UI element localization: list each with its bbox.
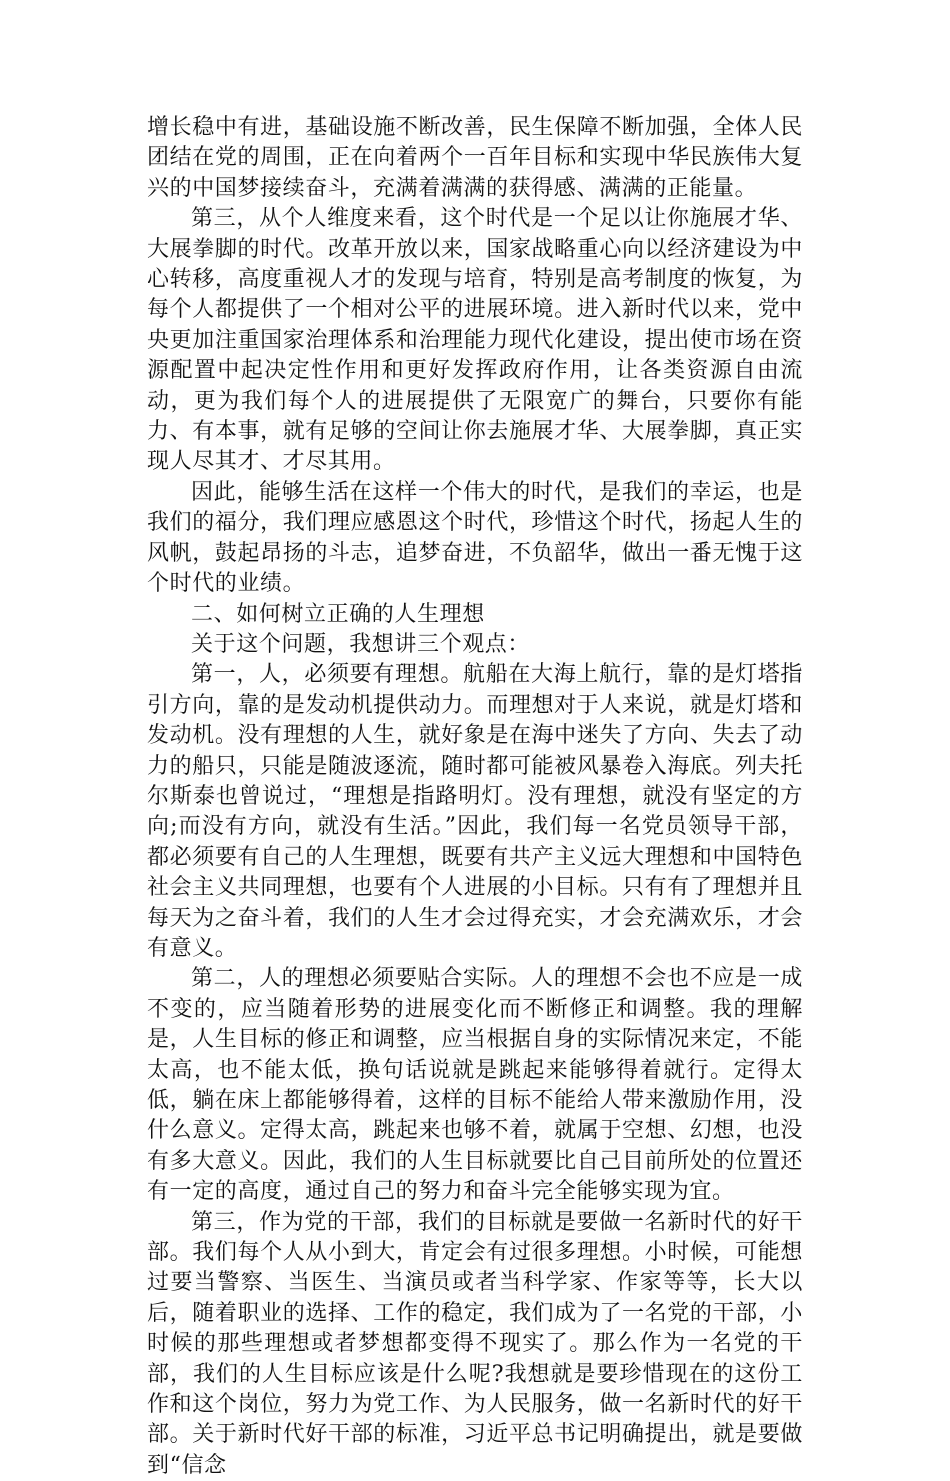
paragraph-point-one: 第一，人，必须要有理想。航船在大海上航行，靠的是灯塔指引方向，靠的是发动机提供动力。而理想对于人来说，就是灯塔和发动机。没有理想的人生，就好象是在海中迷失了方向、失去了动力的船只，只能是随波逐流，随时都可能被风暴卷入海底。列夫托尔斯泰也曾说过，“理想是指路明灯。没有理想，就没有坚定的方向;而没有方向，就没有生活。”因此，我们每一名党员领导干部，都必须要有自己的人生理想，既要有共产主义远大理想和中国特色社会主义共同理想，也要有个人进展的小目标。只有有了理想并且每天为之奋斗着，我们的人生才会过得充实，才会充满欢乐，才会有意义。 <box>147 662 803 961</box>
paragraph-conclusion: 因此，能够生活在这样一个伟大的时代，是我们的幸运，也是我们的福分，我们理应感恩这个时代，珍惜这个时代，扬起人生的风帆，鼓起昂扬的斗志，追梦奋进，不负韶华，做出一番无愧于这个时代的业绩。 <box>147 479 803 597</box>
paragraph-point-three: 第三，作为党的干部，我们的目标就是要做一名新时代的好干部。我们每个人从小到大，肯定会有过很多理想。小时候，可能想过要当警察、当医生、当演员或者当科学家、作家等等，长大以后，随着职业的选择、工作的稳定，我们成为了一名党的干部，小时候的那些理想或者梦想都变得不现实了。那么作为一名党的干部，我们的人生目标应该是什么呢?我想就是要珍惜现在的这份工作和这个岗位，努力为党工作、为人民服务，做一名新时代的好干部。关于新时代好干部的标准，习近平总书记明确提出，就是要做到“信念 <box>147 1209 803 1478</box>
section-heading: 二、如何树立正确的人生理想 <box>191 601 485 627</box>
paragraph-point-two: 第二，人的理想必须要贴合实际。人的理想不会也不应是一成不变的，应当随着形势的进展变化而不断修正和调整。我的理解是，人生目标的修正和调整，应当根据自身的实际情况来定，不能太高，也不能太低，换句话说就是跳起来能够得着就行。定得太低，躺在床上都能够得着，这样的目标不能给人带来激励作用，没什么意义。定得太高，跳起来也够不着，就属于空想、幻想，也没有多大意义。因此，我们的人生目标就要比自己目前所处的位置还有一定的高度，通过自己的努力和奋斗完全能够实现为宜。 <box>147 966 803 1205</box>
document-body <box>147 113 803 1481</box>
paragraph-individual-dimension: 第三，从个人维度来看，这个时代是一个足以让你施展才华、大展拳脚的时代。改革开放以来，国家战略重心向以经济建设为中心转移，高度重视人才的发现与培育，特别是高考制度的恢复，为每个人都提供了一个相对公平的进展环境。进入新时代以来，党中央更加注重国家治理体系和治理能力现代化建设，提出使市场在资源配置中起决定性作用和更好发挥政府作用，让各类资源自由流动，更为我们每个人的进展提供了无限宽广的舞台，只要你有能力、有本事，就有足够的空间让你去施展才华、大展拳脚，真正实现人尽其才、才尽其用。 <box>147 206 803 475</box>
paragraph-continued: 增长稳中有进，基础设施不断改善，民生保障不断加强，全体人民团结在党的周围，正在向着两个一百年目标和实现中华民族伟大复兴的中国梦接续奋斗，充满着满满的获得感、满满的正能量。 <box>147 115 803 201</box>
paragraph-intro: 关于这个问题，我想讲三个观点： <box>191 631 531 657</box>
